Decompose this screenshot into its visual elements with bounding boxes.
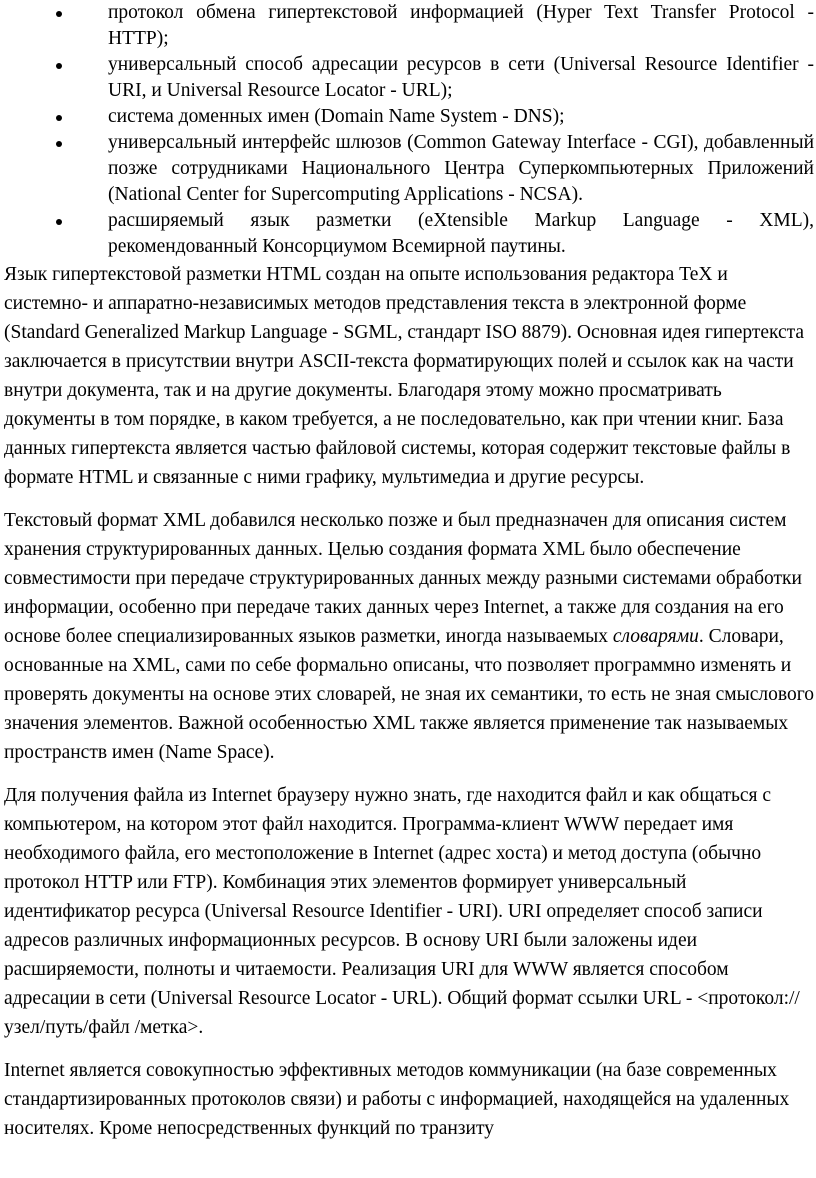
paragraph-html: Язык гипертекстовой разметки HTML создан на опыте использования редактора TeX и системно- и аппаратно-независимых методов представления текста в электронной форме (Standard Generalized Markup Language - SGML, стандарт ISO 8879). Основная идея гипертекста заключается в присутствии внутри ASCII-текста форматирующих полей и ссылок как на части внутри документа, так и на другие документы. Благодаря этому можно просматривать документы в том порядке, в каком требуется, а не последовательно, как при чтении книг. База данных гипертекста является частью файловой системы, которая содержит текстовые файлы в формате HTML и связанные с ними графику, мультимедиа и другие ресурсы. bbox=[4, 264, 805, 488]
list-item bbox=[4, 104, 814, 130]
paragraph-uri: Для получения файла из Internet браузеру нужно знать, где находится файл и как общаться с компьютером, на котором этот файл находится. Программа-клиент WWW передает имя необходимого файла, его местоположение в Internet (адрес хоста) и метод доступа (обычно протокол HTTP или FTP). Комбинация этих элементов формирует универсальный идентификатор ресурса (Universal Resource Identifier - URI). URI определяет способ записи адресов различных информационных ресурсов. В основу URI были заложены идеи расширяемости, полноты и читаемости. Реализация URI для WWW является способом адресации в сети (Universal Resource Locator - URL). Общий формат ссылки URL - <протокол://узел/путь/файл /метка>. bbox=[4, 785, 800, 1038]
paragraph-xml bbox=[4, 506, 814, 767]
list-item-text: расширяемый язык разметки (eXtensible Markup Language - XML), рекомендованный Консорциумом Всемирной паутины. bbox=[108, 210, 814, 257]
bullet-icon bbox=[56, 63, 62, 69]
list-item-text: система доменных имен (Domain Name System - DNS); bbox=[108, 106, 565, 127]
bullet-icon bbox=[56, 219, 62, 225]
paragraph-xml-part-2: . Словари, основанные на XML, сами по себе формально описаны, что позволяет программно изменять и проверять документы на основе этих словарей, не зная их семантики, то есть не зная смыслового значения элементов. Важной особенностью XML также является применение так называемых пространств имен (Name Space). bbox=[4, 626, 814, 763]
list-item bbox=[4, 0, 814, 52]
protocol-list bbox=[4, 0, 814, 260]
list-item-text: универсальный способ адресации ресурсов в сети (Universal Resource Identifier - URI, и Universal Resource Locator - URL); bbox=[108, 54, 814, 101]
list-item-text: универсальный интерфейс шлюзов (Common Gateway Interface - CGI), добавленный позже сотрудниками Национального Центра Суперкомпьютерных Приложений (National Center for Supercomputing Applications - NCSA). bbox=[108, 132, 814, 205]
paragraph-internet: Internet является совокупностью эффективных методов коммуникации (на базе современных стандартизированных протоколов связи) и работы с информацией, находящейся на удаленных носителях. Кроме непосредственных функций по транзиту bbox=[4, 1060, 790, 1139]
bullet-icon bbox=[56, 115, 62, 121]
document-page bbox=[4, 0, 814, 1143]
list-item bbox=[4, 52, 814, 104]
list-item bbox=[4, 130, 814, 208]
paragraph-xml-part-1: Текстовый формат XML добавился несколько позже и был предназначен для описания систем хранения структурированных данных. Целью создания формата XML было обеспечение совместимости при передаче структурированных данных между разными системами обработки информации, особенно при передаче таких данных через Internet, а также для создания на его основе более специализированных языков разметки, иногда называемых bbox=[4, 510, 802, 647]
list-item-text: протокол обмена гипертекстовой информацией (Hyper Text Transfer Protocol - HTTP); bbox=[108, 2, 814, 49]
bullet-icon bbox=[56, 141, 62, 147]
emphasis-term: словарями bbox=[612, 626, 699, 647]
bullet-icon bbox=[56, 11, 62, 17]
list-item bbox=[4, 208, 814, 260]
